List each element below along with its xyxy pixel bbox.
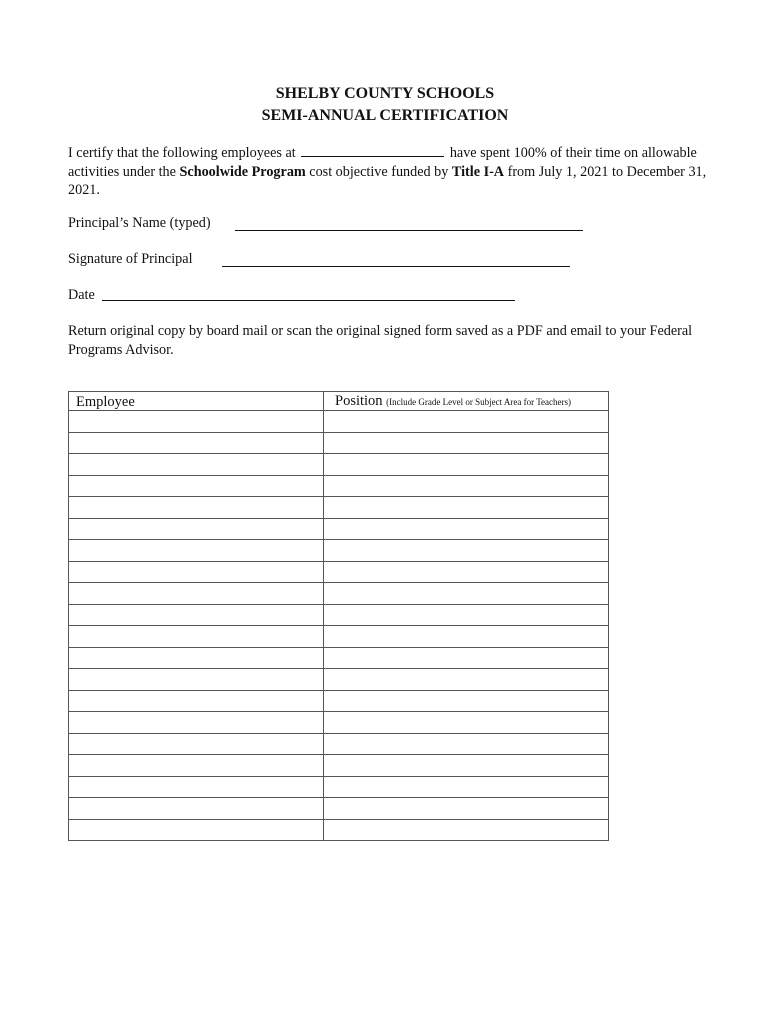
- employee-cell[interactable]: [69, 454, 324, 476]
- table-row: [69, 712, 609, 734]
- employee-header-label: Employee: [76, 394, 135, 410]
- position-cell[interactable]: [324, 454, 609, 476]
- table-row: [69, 432, 609, 454]
- employee-cell[interactable]: [69, 755, 324, 777]
- employee-cell[interactable]: [69, 561, 324, 583]
- cert-text-part2: have spent 100% of their time on allowable activities under the: [68, 145, 697, 180]
- position-cell[interactable]: [324, 669, 609, 691]
- table-row: [69, 733, 609, 755]
- document-title: SHELBY COUNTY SCHOOLS: [275, 85, 495, 102]
- table-row: [69, 497, 609, 519]
- employee-cell[interactable]: [69, 411, 324, 433]
- date-label: Date: [68, 287, 95, 303]
- employee-cell[interactable]: [69, 733, 324, 755]
- signature-field[interactable]: [222, 266, 570, 267]
- position-cell[interactable]: [324, 540, 609, 562]
- signature-label: Signature of Principal: [68, 251, 193, 267]
- table-row: [69, 690, 609, 712]
- table-row: [69, 583, 609, 605]
- position-cell[interactable]: [324, 411, 609, 433]
- position-cell[interactable]: [324, 647, 609, 669]
- table-row: [69, 604, 609, 626]
- position-cell[interactable]: [324, 755, 609, 777]
- table-row: [69, 540, 609, 562]
- table-row: [69, 454, 609, 476]
- document-subtitle: SEMI-ANNUAL CERTIFICATION: [261, 107, 509, 124]
- title-name: Title I-A: [451, 163, 505, 180]
- return-instructions: Return original copy by board mail or scan the original signed form saved as a PDF and email to your Federal Programs Advisor.: [68, 323, 693, 358]
- employee-cell[interactable]: [69, 712, 324, 734]
- table-row: [69, 561, 609, 583]
- cert-text-part3: cost objective funded by: [309, 163, 449, 180]
- table-row: [69, 411, 609, 433]
- position-cell[interactable]: [324, 561, 609, 583]
- date-field[interactable]: [102, 300, 515, 301]
- certification-statement: [68, 143, 708, 200]
- table-header-row: [69, 392, 609, 411]
- position-cell[interactable]: [324, 475, 609, 497]
- employee-cell[interactable]: [69, 540, 324, 562]
- table-row: [69, 776, 609, 798]
- position-cell[interactable]: [324, 712, 609, 734]
- table-row: [69, 518, 609, 540]
- employee-cell[interactable]: [69, 497, 324, 519]
- position-header-label: Position: [335, 393, 383, 409]
- cert-text-part1: I certify that the following employees at: [68, 145, 296, 161]
- employee-cell[interactable]: [69, 583, 324, 605]
- table-row: [69, 819, 609, 841]
- employee-cell[interactable]: [69, 604, 324, 626]
- principal-name-label: Principal’s Name (typed): [68, 215, 211, 231]
- employee-cell[interactable]: [69, 819, 324, 841]
- principal-name-field[interactable]: [235, 230, 583, 231]
- position-cell[interactable]: [324, 626, 609, 648]
- table-row: [69, 475, 609, 497]
- employee-cell[interactable]: [69, 475, 324, 497]
- position-column-header: [324, 392, 609, 411]
- employee-cell[interactable]: [69, 518, 324, 540]
- employee-cell[interactable]: [69, 432, 324, 454]
- position-cell[interactable]: [324, 733, 609, 755]
- table-row: [69, 647, 609, 669]
- table-row: [69, 626, 609, 648]
- cert-text-part4: from July 1, 2021 to December 31, 2021.: [68, 163, 707, 198]
- employee-column-header: [69, 392, 324, 411]
- position-cell[interactable]: [324, 583, 609, 605]
- employee-cell[interactable]: [69, 669, 324, 691]
- table-row: [69, 755, 609, 777]
- position-cell[interactable]: [324, 497, 609, 519]
- table-row: [69, 798, 609, 820]
- employee-table: [68, 391, 609, 841]
- employee-cell[interactable]: [69, 776, 324, 798]
- employee-cell[interactable]: [69, 647, 324, 669]
- table-row: [69, 669, 609, 691]
- employee-cell[interactable]: [69, 626, 324, 648]
- employee-cell[interactable]: [69, 798, 324, 820]
- position-cell[interactable]: [324, 798, 609, 820]
- position-cell[interactable]: [324, 432, 609, 454]
- program-name: Schoolwide Program: [179, 163, 306, 180]
- position-cell[interactable]: [324, 776, 609, 798]
- position-cell[interactable]: [324, 819, 609, 841]
- position-header-note: (Include Grade Level or Subject Area for Teachers): [386, 397, 572, 407]
- school-name-field[interactable]: [301, 143, 444, 157]
- position-cell[interactable]: [324, 690, 609, 712]
- employee-table-body: [69, 411, 609, 841]
- employee-cell[interactable]: [69, 690, 324, 712]
- position-cell[interactable]: [324, 518, 609, 540]
- position-cell[interactable]: [324, 604, 609, 626]
